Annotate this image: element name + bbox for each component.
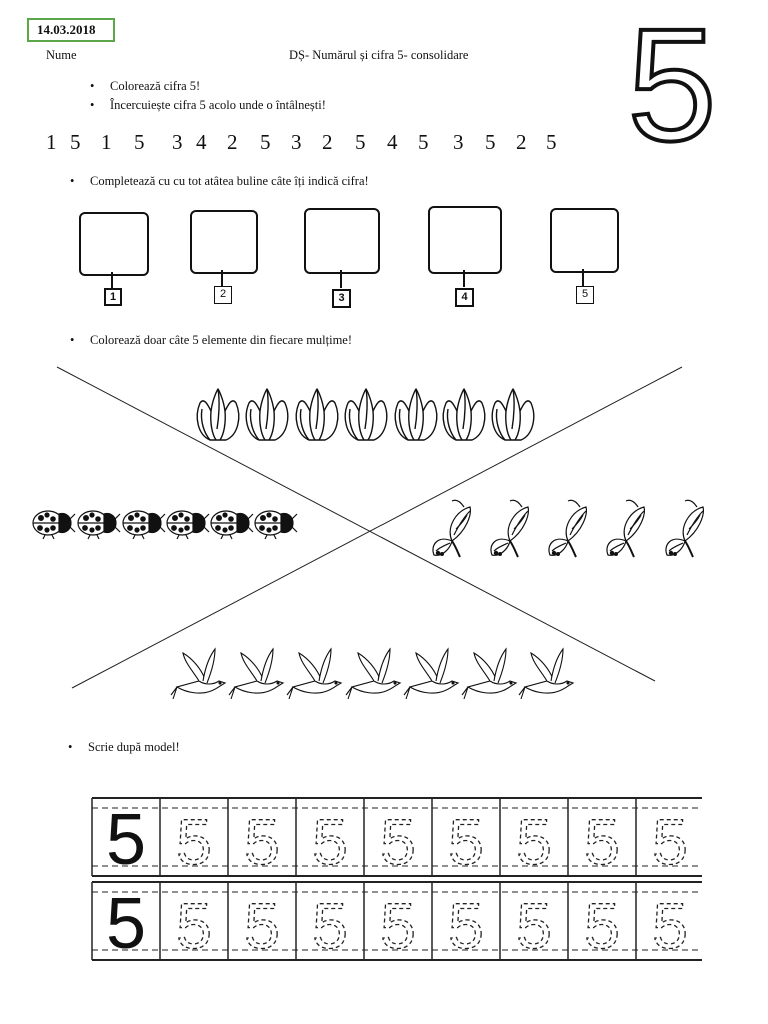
digit[interactable]: 5 bbox=[260, 130, 271, 154]
model-digit: 5 bbox=[105, 884, 147, 964]
digit[interactable]: 2 bbox=[322, 130, 333, 154]
trace-digit[interactable]: 5 bbox=[516, 890, 552, 962]
name-label: Nume bbox=[46, 48, 77, 62]
swallow-icon[interactable] bbox=[171, 649, 225, 699]
butterfly-icon[interactable] bbox=[607, 500, 644, 557]
digit[interactable]: 4 bbox=[196, 130, 207, 154]
big-digit-outline bbox=[612, 8, 730, 158]
box-label: 4 bbox=[455, 288, 474, 307]
digit[interactable]: 5 bbox=[134, 130, 145, 154]
tulip-icon[interactable] bbox=[443, 389, 485, 440]
answer-box[interactable] bbox=[550, 208, 619, 273]
trace-digit[interactable]: 5 bbox=[380, 890, 416, 962]
trace-digit[interactable]: 5 bbox=[448, 806, 484, 878]
task-color-digit: • Colorează cifra 5! bbox=[110, 79, 200, 94]
big-digit-five: 5 bbox=[627, 8, 717, 158]
task-color-five: • Colorează doar câte 5 elemente din fiecare mulțime! bbox=[90, 333, 352, 348]
trace-digit[interactable]: 5 bbox=[312, 806, 348, 878]
butterfly-icon[interactable] bbox=[433, 500, 470, 557]
ladybug-icon[interactable] bbox=[211, 511, 253, 539]
answer-box[interactable] bbox=[428, 206, 502, 274]
trace-digit[interactable]: 5 bbox=[176, 890, 212, 962]
digit-row bbox=[0, 130, 600, 160]
task-circle-digit: • Încercuiește cifra 5 acolo unde o întâlnești! bbox=[110, 98, 326, 113]
tulip-icon[interactable] bbox=[197, 389, 239, 440]
box-stem bbox=[111, 272, 113, 288]
ladybug-icon[interactable] bbox=[123, 511, 165, 539]
answer-box[interactable] bbox=[304, 208, 380, 274]
box-stem bbox=[340, 270, 342, 288]
task-write-model: • Scrie după model! bbox=[88, 740, 180, 755]
trace-digit[interactable]: 5 bbox=[380, 806, 416, 878]
trace-digit[interactable]: 5 bbox=[584, 890, 620, 962]
box-label: 3 bbox=[332, 289, 351, 308]
trace-digit[interactable]: 5 bbox=[312, 890, 348, 962]
trace-digit[interactable]: 5 bbox=[652, 890, 688, 962]
digit[interactable]: 3 bbox=[291, 130, 302, 154]
ladybug-set bbox=[33, 511, 297, 539]
digit[interactable]: 4 bbox=[387, 130, 398, 154]
swallow-set bbox=[171, 649, 573, 699]
swallow-icon[interactable] bbox=[229, 649, 283, 699]
butterfly-icon[interactable] bbox=[491, 500, 528, 557]
swallow-icon[interactable] bbox=[287, 649, 341, 699]
box-stem bbox=[463, 270, 465, 287]
answer-box[interactable] bbox=[79, 212, 149, 276]
swallow-icon[interactable] bbox=[519, 649, 573, 699]
box-stem bbox=[582, 269, 584, 286]
trace-digit[interactable]: 5 bbox=[448, 890, 484, 962]
box-label: 2 bbox=[214, 286, 232, 304]
digit[interactable]: 5 bbox=[485, 130, 496, 154]
trace-digit[interactable]: 5 bbox=[652, 806, 688, 878]
digit[interactable]: 2 bbox=[516, 130, 527, 154]
butterfly-set bbox=[433, 500, 703, 557]
date-box: 14.03.2018 bbox=[27, 18, 115, 42]
tulip-icon[interactable] bbox=[395, 389, 437, 440]
swallow-icon[interactable] bbox=[346, 649, 400, 699]
digit[interactable]: 3 bbox=[453, 130, 464, 154]
trace-digit[interactable]: 5 bbox=[176, 806, 212, 878]
trace-digit[interactable]: 5 bbox=[584, 806, 620, 878]
ladybug-icon[interactable] bbox=[78, 511, 120, 539]
sets-area bbox=[0, 355, 768, 720]
tulip-icon[interactable] bbox=[345, 389, 387, 440]
ladybug-icon[interactable] bbox=[255, 511, 297, 539]
tulip-set bbox=[197, 389, 534, 440]
swallow-icon[interactable] bbox=[462, 649, 516, 699]
box-label: 5 bbox=[576, 286, 594, 304]
swallow-icon[interactable] bbox=[404, 649, 458, 699]
tulip-icon[interactable] bbox=[296, 389, 338, 440]
tulip-icon[interactable] bbox=[492, 389, 534, 440]
writing-grid bbox=[0, 790, 768, 970]
digit[interactable]: 5 bbox=[70, 130, 81, 154]
digit[interactable]: 5 bbox=[546, 130, 557, 154]
digit[interactable]: 2 bbox=[227, 130, 238, 154]
digit[interactable]: 5 bbox=[418, 130, 429, 154]
box-label: 1 bbox=[104, 288, 122, 306]
butterfly-icon[interactable] bbox=[666, 500, 703, 557]
task-complete-dots: • Completează cu cu tot atâtea buline câte îți indică cifra! bbox=[90, 174, 369, 189]
ladybug-icon[interactable] bbox=[167, 511, 209, 539]
trace-digit[interactable]: 5 bbox=[244, 890, 280, 962]
model-digit: 5 bbox=[105, 800, 147, 880]
digit[interactable]: 3 bbox=[172, 130, 183, 154]
page-title: DȘ- Numărul și cifra 5- consolidare bbox=[289, 48, 469, 62]
tulip-icon[interactable] bbox=[246, 389, 288, 440]
ladybug-icon[interactable] bbox=[33, 511, 75, 539]
digit[interactable]: 5 bbox=[355, 130, 366, 154]
digit[interactable]: 1 bbox=[46, 130, 57, 154]
box-stem bbox=[221, 270, 223, 286]
butterfly-icon[interactable] bbox=[549, 500, 586, 557]
answer-box[interactable] bbox=[190, 210, 258, 274]
trace-digit[interactable]: 5 bbox=[516, 806, 552, 878]
digit[interactable]: 1 bbox=[101, 130, 112, 154]
trace-digit[interactable]: 5 bbox=[244, 806, 280, 878]
